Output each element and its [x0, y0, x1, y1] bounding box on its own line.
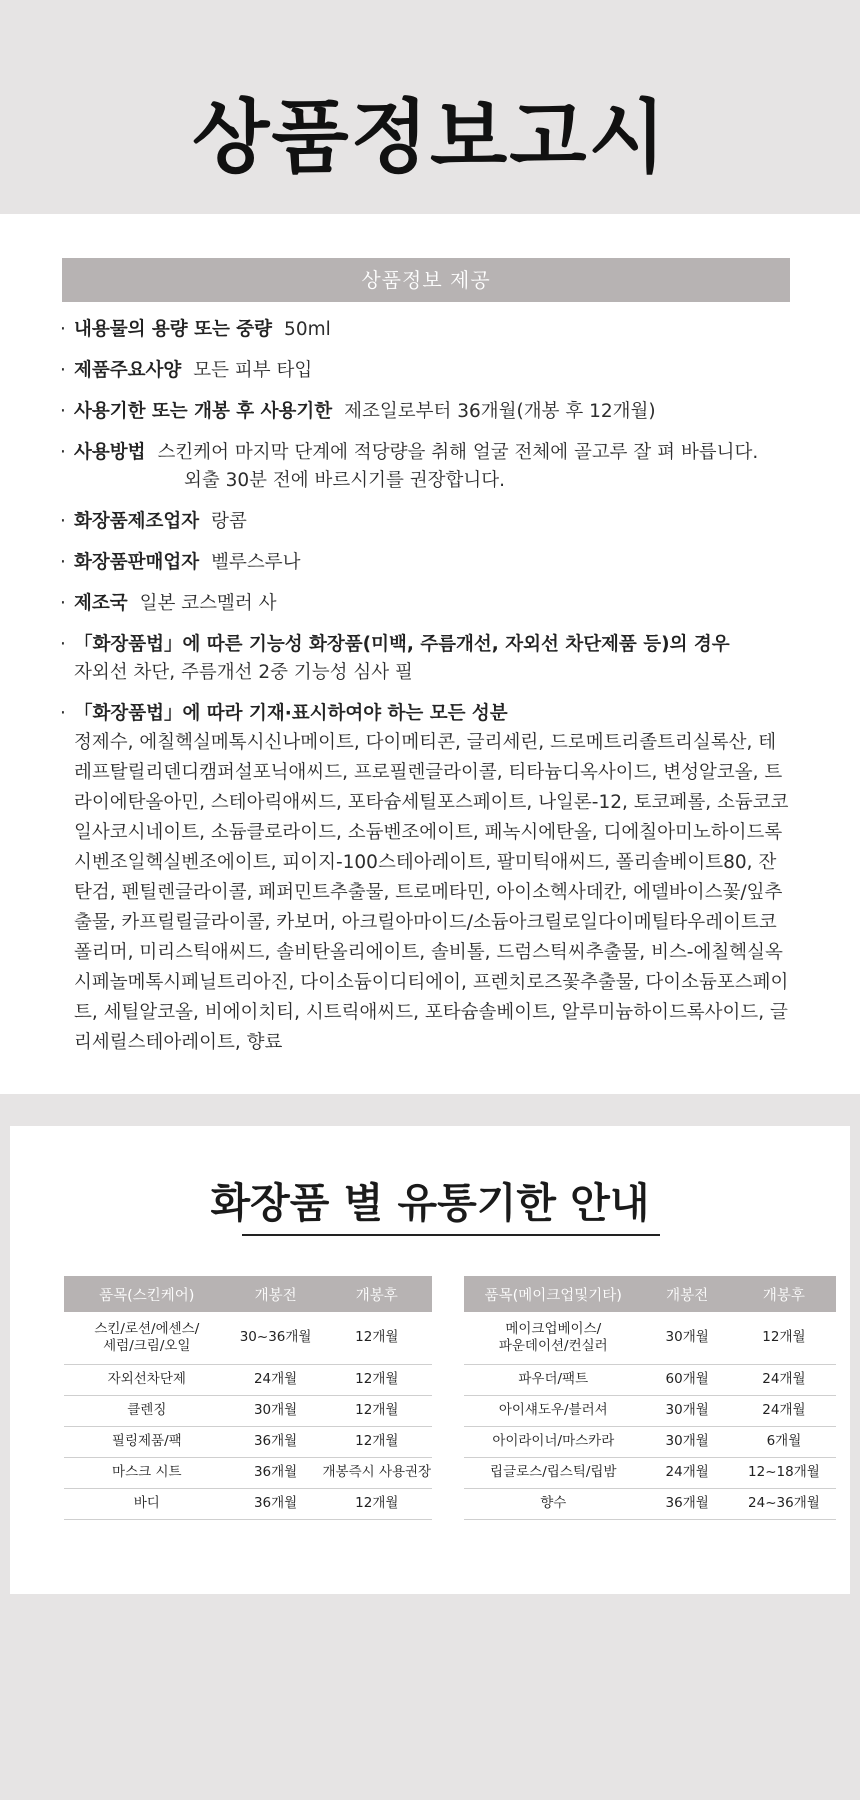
info-item-manufacturer: [60, 508, 800, 536]
table-row: [64, 1457, 432, 1488]
after-open-cell: 12~18개월: [732, 1457, 836, 1488]
product-info-panel: [0, 214, 860, 1094]
after-open-cell: 24개월: [732, 1395, 836, 1426]
info-item-ingredients: [60, 700, 800, 1058]
bullet: ·: [60, 703, 66, 724]
item-cell: [64, 1312, 230, 1364]
table-row: [464, 1395, 836, 1426]
info-label: 사용기한 또는 개봉 후 사용기한: [74, 401, 333, 422]
section-divider: [0, 1094, 860, 1126]
info-label: 화장품판매업자: [74, 552, 200, 573]
table-row: [464, 1312, 836, 1364]
item-line: 스킨/로션/에센스/: [94, 1320, 200, 1337]
bullet: ·: [60, 442, 66, 463]
after-open-cell: 24개월: [732, 1364, 836, 1395]
column-header: 품목(메이크업및기타): [464, 1276, 643, 1312]
bullet: ·: [60, 552, 66, 573]
item-line: 세럼/크림/오일: [103, 1337, 191, 1354]
item-cell: 클렌징: [64, 1395, 230, 1426]
after-open-cell: 개봉즉시 사용권장: [322, 1457, 432, 1488]
after-open-cell: 12개월: [322, 1364, 432, 1395]
section-title-bar: 상품정보 제공: [62, 258, 790, 302]
bullet: ·: [60, 401, 66, 422]
after-open-cell: 6개월: [732, 1426, 836, 1457]
info-value: 제조일로부터 36개월(개봉 후 12개월): [344, 401, 656, 422]
table-row: [64, 1364, 432, 1395]
guide-title: 화장품 별 유통기한 안내: [210, 1179, 650, 1227]
info-item-seller: [60, 549, 800, 577]
bullet: ·: [60, 511, 66, 532]
item-line: 메이크업베이스/: [505, 1320, 602, 1337]
info-value: 자외선 차단, 주름개선 2중 기능성 심사 필: [74, 662, 413, 683]
before-open-cell: 36개월: [230, 1488, 322, 1519]
before-open-cell: 24개월: [230, 1364, 322, 1395]
info-label: 화장품제조업자: [74, 511, 200, 532]
info-label: 내용물의 용량 또는 중량: [74, 319, 273, 340]
column-header: 개봉후: [732, 1276, 836, 1312]
after-open-cell: 12개월: [322, 1395, 432, 1426]
item-line: 파운데이션/컨실러: [498, 1337, 608, 1354]
before-open-cell: 30개월: [643, 1395, 732, 1426]
table-row: [64, 1395, 432, 1426]
after-open-cell: 12개월: [322, 1426, 432, 1457]
item-cell: [464, 1312, 643, 1364]
info-item-usage: [60, 439, 800, 495]
info-item-functional: [60, 631, 800, 687]
footer-band: [0, 1594, 860, 1800]
after-open-cell: 12개월: [732, 1312, 836, 1364]
before-open-cell: 30개월: [230, 1395, 322, 1426]
before-open-cell: 36개월: [230, 1457, 322, 1488]
bullet: ·: [60, 319, 66, 340]
info-value: 일본 코스멜러 사: [139, 593, 277, 614]
info-item-spec: [60, 357, 800, 385]
info-label: 「화장품법」에 따라 기재·표시하여야 하는 모든 성분: [74, 703, 508, 724]
page-title: 상품정보고시: [192, 91, 668, 184]
table-row: [64, 1488, 432, 1519]
after-open-cell: 24~36개월: [732, 1488, 836, 1519]
table-row: [464, 1488, 836, 1519]
item-cell: 바디: [64, 1488, 230, 1519]
info-item-volume: [60, 316, 800, 344]
after-open-cell: 12개월: [322, 1488, 432, 1519]
info-value-continued: 외출 30분 전에 바르시기를 권장합니다.: [184, 470, 506, 491]
before-open-cell: 36개월: [643, 1488, 732, 1519]
info-value: 스킨케어 마지막 단계에 적당량을 취해 얼굴 전체에 골고루 잘 펴 바릅니다.: [157, 442, 759, 463]
info-label: 사용방법: [74, 442, 146, 463]
info-value: 랑콤: [211, 511, 247, 532]
before-open-cell: 30~36개월: [230, 1312, 322, 1364]
table-row: [64, 1312, 432, 1364]
table-row: [64, 1426, 432, 1457]
bullet: ·: [60, 360, 66, 381]
item-cell: 파우더/팩트: [464, 1364, 643, 1395]
bullet: ·: [60, 593, 66, 614]
after-open-cell: 12개월: [322, 1312, 432, 1364]
item-cell: 아이라이너/마스카라: [464, 1426, 643, 1457]
skincare-table: [64, 1276, 432, 1520]
bullet: ·: [60, 634, 66, 655]
before-open-cell: 36개월: [230, 1426, 322, 1457]
item-cell: 향수: [464, 1488, 643, 1519]
info-list: [60, 316, 800, 1071]
column-header: 개봉전: [643, 1276, 732, 1312]
before-open-cell: 30개월: [643, 1312, 732, 1364]
makeup-table: [464, 1276, 836, 1520]
ingredients-text: 정제수, 에칠헥실메톡시신나메이트, 다이메티콘, 글리세린, 드로메트리졸트리실록산, 테레프탈릴리덴디캠퍼설포닉애씨드, 프로필렌글라이콜, 티타늄디옥사이드, 변성알코올, 트라이에탄올아민, 스테아릭애씨드, 포타슘세틸포스페이트, 나일론-12, 토코페롤, 소듐코코일사코시네이트, 소듐클로라이드, 소듐벤조에이트, 페녹시에탄올, 디에칠아미노하이드록시벤조일헥실벤조에이트, 피이지-100스테아레이트, 팔미틱애씨드, 폴리솔베이트80, 잔탄검, 펜틸렌글라이콜, 페퍼민트추출물, 트로메타민, 아이소헥사데칸, 에델바이스꽃/잎추출물, 카프릴릴글라이콜, 카보머, 아크릴아마이드/소듐아크릴로일다이메틸타우레이트코폴리머, 미리스틱애씨드, 솔비탄올리에이트, 솔비톨, 드럼스틱씨추출물, 비스-에칠헥실옥시페놀메톡시페닐트리아진, 다이소듐이디티에이, 프렌치로즈꽃추출물, 다이소듐포스페이트, 세틸알코올, 비에이치티, 시트릭애씨드, 포타슘솔베이트, 알루미늄하이드록사이드, 글리세릴스테아레이트, 향료: [74, 732, 789, 1053]
item-cell: 아이섀도우/블러셔: [464, 1395, 643, 1426]
table-row: [464, 1364, 836, 1395]
item-cell: 립글로스/립스틱/립밤: [464, 1457, 643, 1488]
info-label: 「화장품법」에 따른 기능성 화장품(미백, 주름개선, 자외선 차단제품 등)의 경우: [74, 634, 730, 655]
item-cell: 필링제품/팩: [64, 1426, 230, 1457]
column-header: 개봉후: [322, 1276, 432, 1312]
info-value: 50ml: [284, 319, 331, 340]
item-cell: 자외선차단제: [64, 1364, 230, 1395]
before-open-cell: 30개월: [643, 1426, 732, 1457]
item-cell: 마스크 시트: [64, 1457, 230, 1488]
info-label: 제품주요사양: [74, 360, 182, 381]
info-item-expiry: [60, 398, 800, 426]
column-header: 개봉전: [230, 1276, 322, 1312]
info-label: 제조국: [74, 593, 128, 614]
title-underline: [242, 1234, 660, 1236]
info-item-country: [60, 590, 800, 618]
column-header: 품목(스킨케어): [64, 1276, 230, 1312]
info-value: 벨루스루나: [211, 552, 301, 573]
table-row: [464, 1426, 836, 1457]
before-open-cell: 60개월: [643, 1364, 732, 1395]
info-value: 모든 피부 타입: [193, 360, 313, 381]
table-row: [464, 1457, 836, 1488]
before-open-cell: 24개월: [643, 1457, 732, 1488]
expiry-guide-panel: [10, 1126, 850, 1594]
